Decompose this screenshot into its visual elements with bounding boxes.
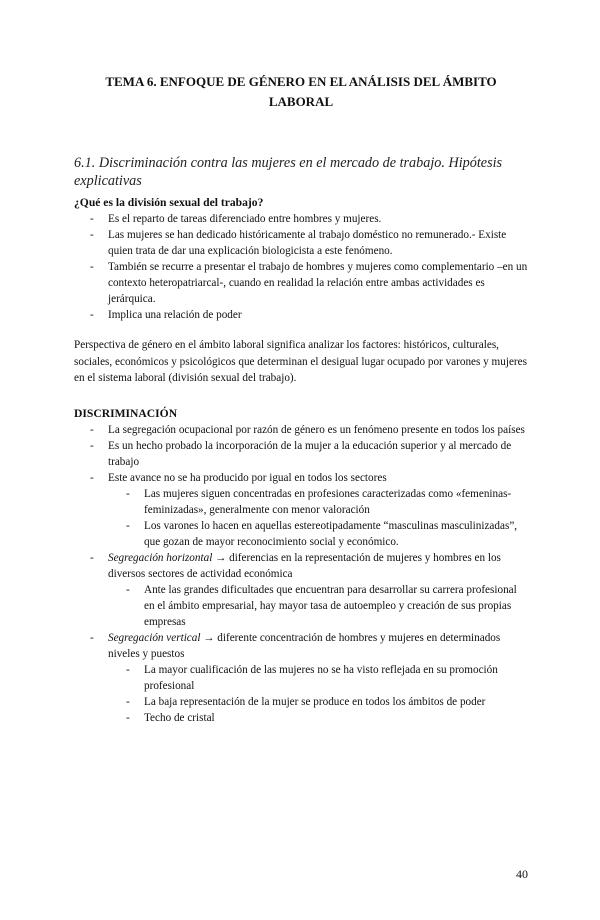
list-item <box>74 630 528 726</box>
list-item: - La segregación ocupacional por razón de género es un fenómeno presente en todos los países <box>74 422 528 438</box>
list-item: - La mayor cualificación de las mujeres no se ha visto reflejada en su promoción profesional <box>108 662 528 694</box>
document-page <box>0 72 600 920</box>
list-item: - Implica una relación de poder <box>74 307 528 323</box>
horizontal-sublist <box>108 582 528 630</box>
sector-sublist <box>108 486 528 550</box>
list-item: - Es un hecho probado la incorporación de la mujer a la educación superior y al mercado de trabajo <box>74 438 528 470</box>
horizontal-label: Segregación horizontal <box>108 551 213 564</box>
question-heading: ¿Qué es la división sexual del trabajo? <box>74 196 264 209</box>
list-item: - La baja representación de la mujer se produce en todos los ámbitos de poder <box>108 694 528 710</box>
list-item: - Las mujeres siguen concentradas en profesiones caracterizadas como «femeninas-feminizadas», generalmente con menor valoración <box>108 486 528 518</box>
vertical-text: → diferente concentración de hombres y mujeres en determinados niveles y puestos <box>108 631 501 660</box>
discrimination-list <box>74 422 528 726</box>
list-item: - Es el reparto de tareas diferenciado entre hombres y mujeres. <box>74 211 528 227</box>
division-list <box>74 211 528 323</box>
list-item <box>74 470 528 550</box>
list-item: - También se recurre a presentar el trabajo de hombres y mujeres como complementario –en un contexto heteropatriarcal-, cuando en realidad la relación entre ambas actividades es jerárquica. <box>74 259 528 307</box>
horizontal-text: → diferencias en la representación de mujeres y hombres en los diversos sectores de actividad económica <box>108 551 501 580</box>
list-item: - Ante las grandes dificultades que encuentran para desarrollar su carrera profesional en el ámbito empresarial, hay mayor tasa de autoempleo y creación de sus propias empresas <box>108 582 528 630</box>
list-item: - Techo de cristal <box>108 710 528 726</box>
list-item-text: Este avance no se ha producido por igual en todos los sectores <box>108 471 387 484</box>
list-item: - Los varones lo hacen en aquellas estereotipadamente “masculinas masculinizadas”, que gozan de mayor reconocimiento social y económico. <box>108 518 528 550</box>
page-number: 40 <box>516 867 528 881</box>
discrimination-heading: DISCRIMINACIÓN <box>74 406 178 420</box>
vertical-sublist <box>108 662 528 726</box>
perspective-paragraph: Perspectiva de género en el ámbito laboral significa analizar los factores: históricos, culturales, sociales, económicos y psicológicos que determinan el desigual lugar ocupado por varones y mujeres en el sistema laboral (división sexual del trabajo). <box>74 339 527 384</box>
list-item: - Las mujeres se han dedicado históricamente al trabajo doméstico no remunerado.- Existe quien trata de dar una explicación biologicista a este fenómeno. <box>74 227 528 259</box>
list-item <box>74 550 528 630</box>
page-title: TEMA 6. ENFOQUE DE GÉNERO EN EL ANÁLISIS DEL ÁMBITO LABORAL <box>105 74 497 109</box>
vertical-label: Segregación vertical <box>108 631 201 644</box>
section-subtitle: 6.1. Discriminación contra las mujeres en el mercado de trabajo. Hipótesis explicativas <box>74 155 503 189</box>
